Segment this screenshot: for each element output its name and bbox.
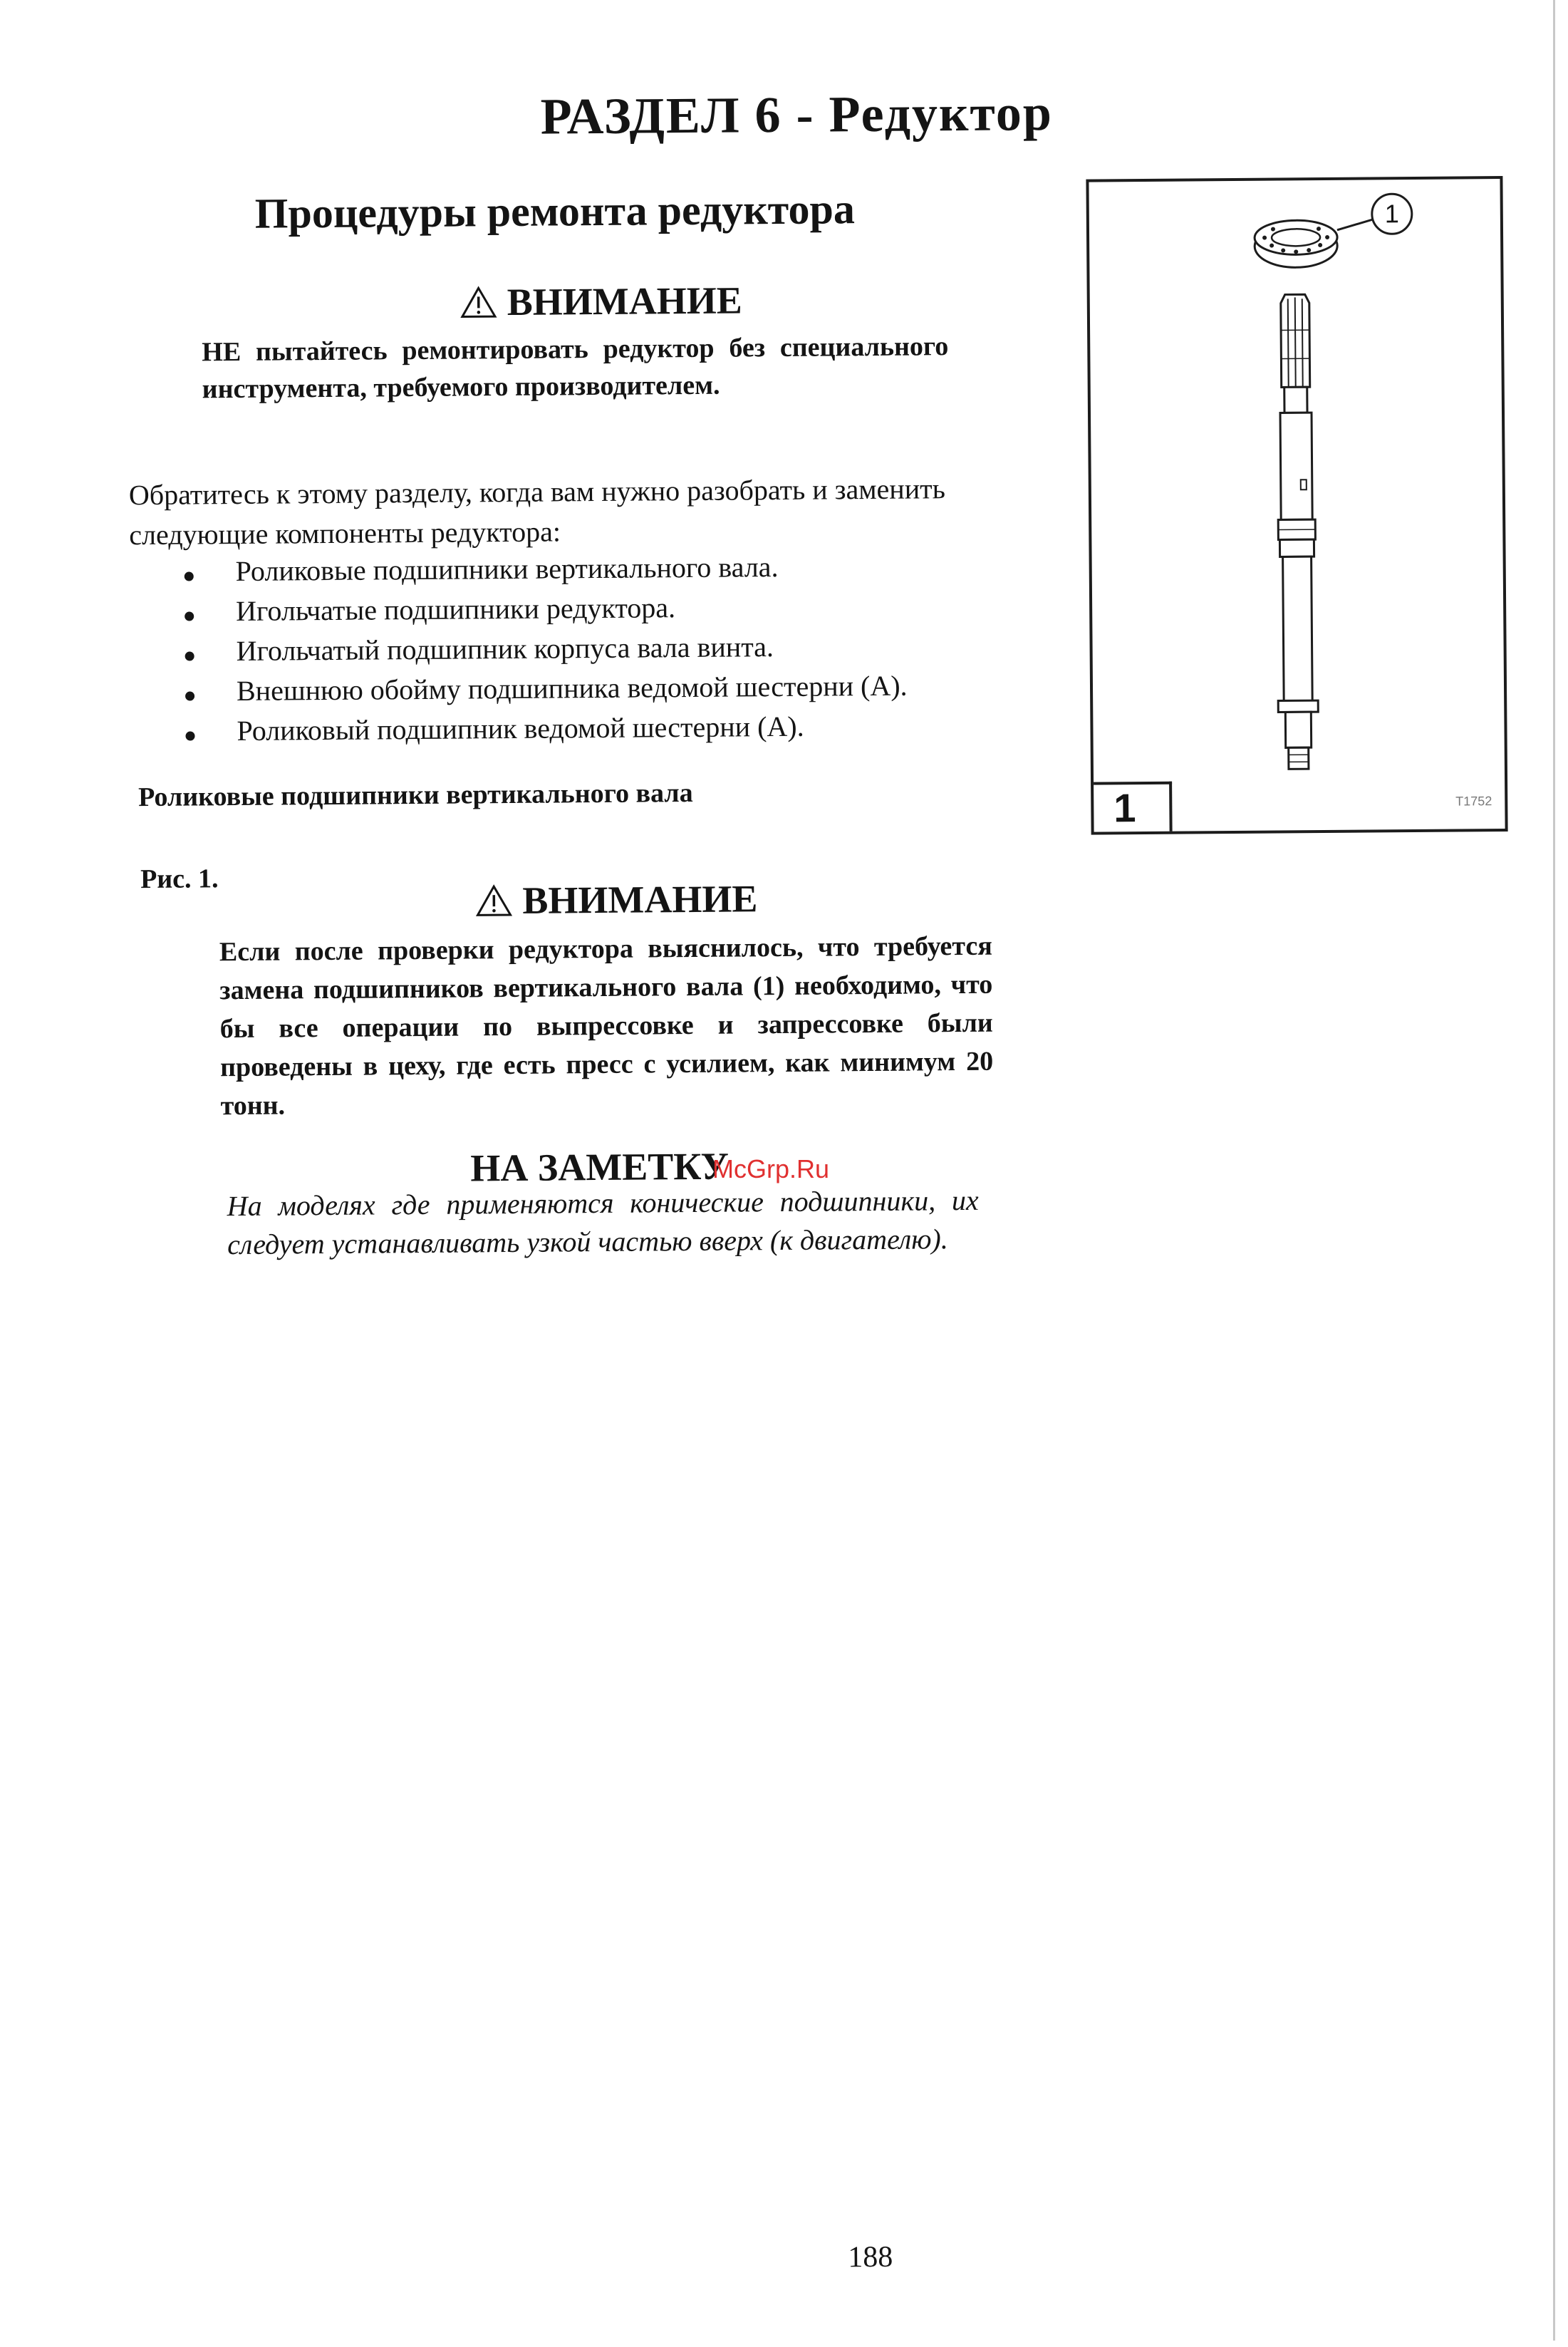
warning-heading-label: ВНИМАНИЕ — [522, 876, 757, 923]
watermark: McGrp.Ru — [712, 1154, 829, 1184]
figure-number: 1 — [1094, 782, 1173, 832]
list-item: Роликовые подшипники вертикального вала. — [177, 545, 1032, 591]
list-item: Игольчатые подшипники редуктора. — [177, 585, 1032, 631]
callout-number: 1 — [1372, 196, 1412, 232]
figure-1 — [1086, 176, 1507, 835]
intro-paragraph: Обратитесь к этому разделу, когда вам нужно разобрать и заменить следующие компоненты редуктора: — [129, 468, 1049, 555]
warning-text-1: НЕ пытайтесь ремонтировать редуктор без специального инструмента, требуемого производителем. — [202, 328, 949, 408]
procedure-title: Процедуры ремонта редуктора — [254, 185, 855, 239]
page-number: 188 — [848, 2240, 893, 2274]
warning-heading-1 — [460, 278, 742, 324]
figure-code: T1752 — [1455, 794, 1492, 809]
note-text: На моделях где применяются конические подшипники, их следует устанавливать узкой частью вверх (к двигателю). — [227, 1181, 979, 1264]
vertical-shaft-illustration — [1089, 179, 1505, 782]
list-item: Роликовый подшипник ведомой шестерни (А). — [178, 705, 1033, 751]
warning-heading-2 — [475, 876, 757, 923]
warning-triangle-icon — [475, 884, 512, 917]
subsection-title: Роликовые подшипники вертикального вала — [138, 777, 693, 813]
section-title: РАЗДЕЛ 6 - Редуктор — [540, 83, 1053, 147]
warning-heading-label: ВНИМАНИЕ — [507, 278, 742, 324]
warning-triangle-icon — [460, 286, 497, 318]
figure-reference: Рис. 1. — [140, 863, 219, 895]
list-item: Игольчатый подшипник корпуса вала винта. — [177, 625, 1032, 671]
warning-text-2: Если после проверки редуктора выяснилось, что требуется замена подшипников вертикального вала (1) необходимо, что бы все операции по выпрессовке и запрессовке были проведены в цеху, где есть пресс с усилием, как минимум 20 тонн. — [219, 927, 994, 1126]
note-heading: НА ЗАМЕТКУ — [470, 1144, 729, 1191]
list-item: Внешнюю обойму подшипника ведомой шестерни (А). — [178, 665, 1033, 711]
component-list — [177, 545, 1033, 751]
